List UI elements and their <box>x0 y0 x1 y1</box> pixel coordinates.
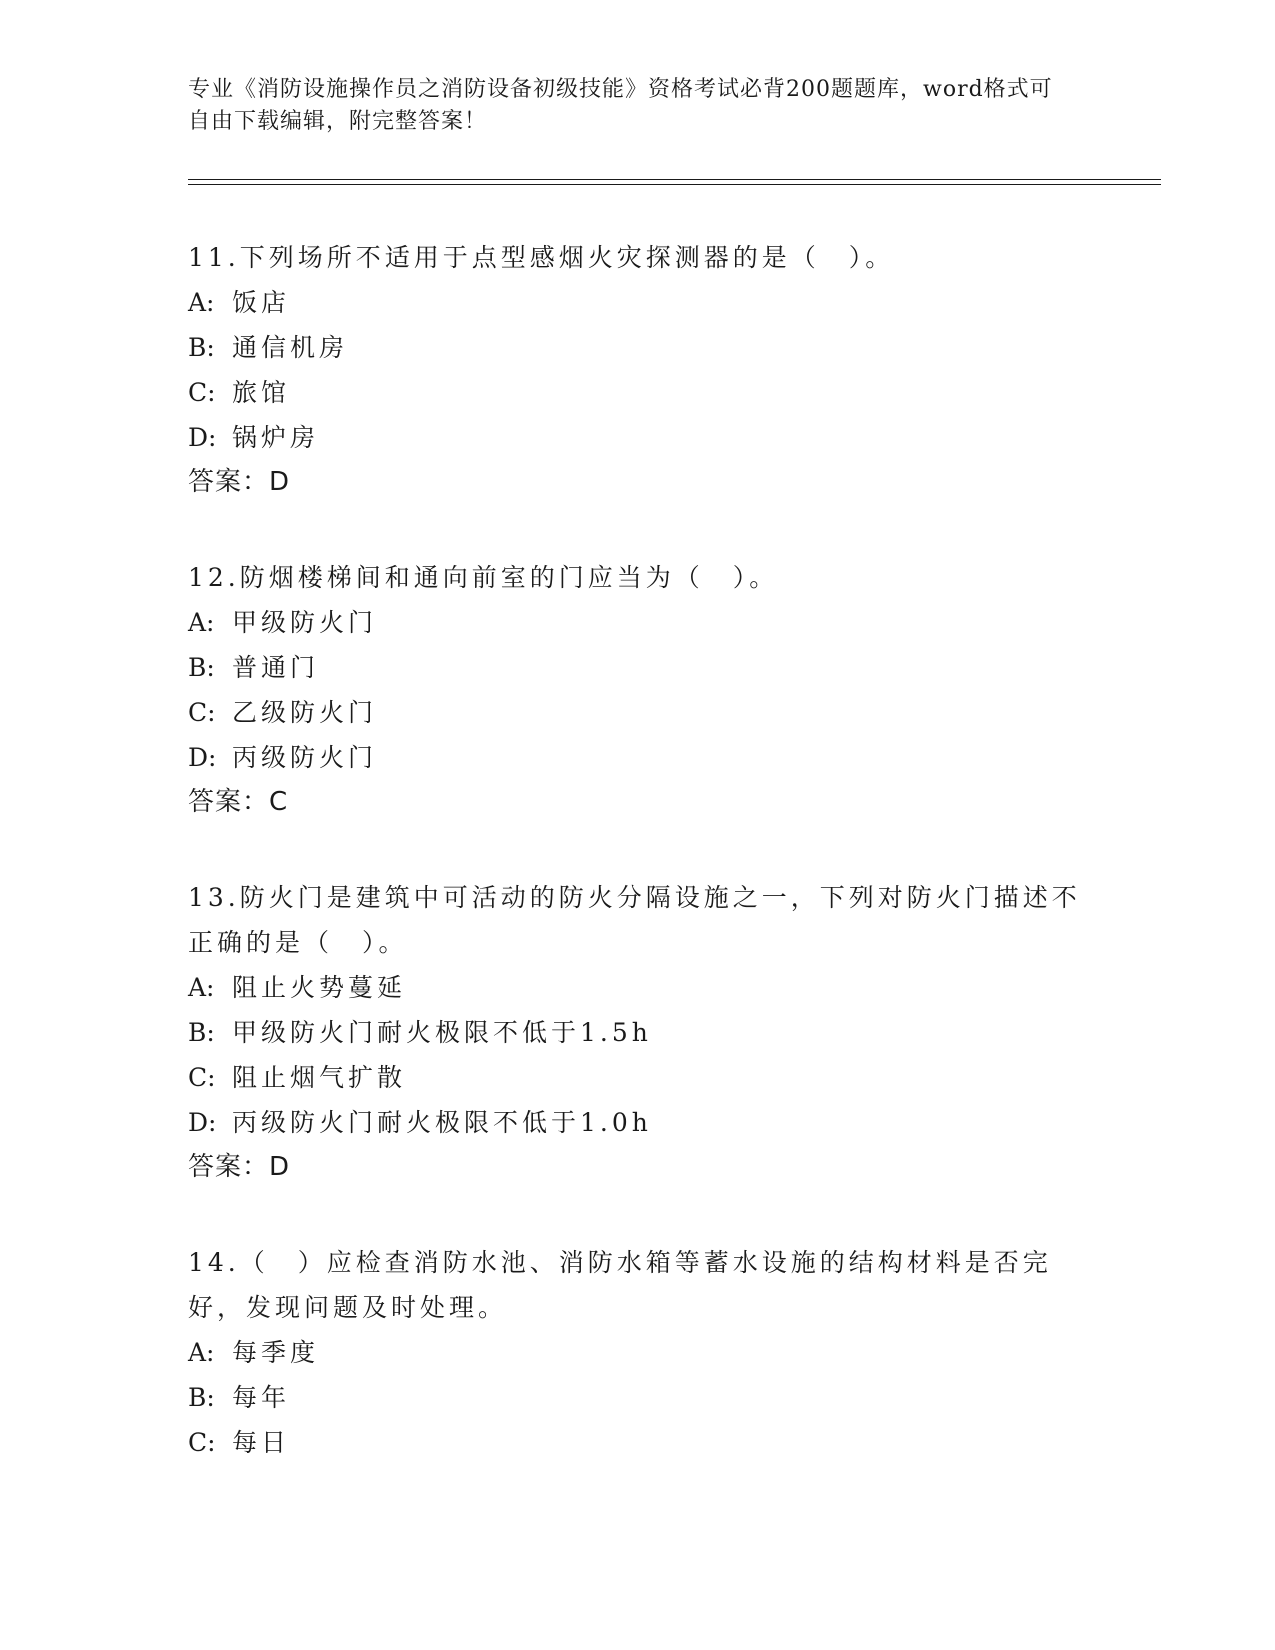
option-letter: A: <box>188 608 215 637</box>
option-text: 锅炉房 <box>232 423 320 452</box>
option-letter: C: <box>188 1063 216 1092</box>
option-c <box>188 1055 1088 1100</box>
question-13 <box>188 875 1088 1190</box>
option-d <box>188 1100 1088 1145</box>
option-text: 每日 <box>232 1428 291 1457</box>
header-divider-bottom <box>188 184 1161 185</box>
option-letter: B: <box>188 653 215 682</box>
option-letter: C: <box>188 1428 216 1457</box>
question-stem: 12.防烟楼梯间和通向前室的门应当为（ ）。 <box>188 563 779 592</box>
option-letter: B: <box>188 333 215 362</box>
header-divider-top <box>188 179 1161 180</box>
option-letter: C: <box>188 378 216 407</box>
option-c <box>188 690 1088 735</box>
answer-line: 答案：D <box>188 1152 291 1182</box>
question-stem: 13.防火门是建筑中可活动的防火分隔设施之一，下列对防火门描述不正确的是（ ）。 <box>188 883 1081 957</box>
option-c <box>188 370 1088 415</box>
question-14 <box>188 1240 1088 1465</box>
option-b <box>188 1375 1088 1420</box>
question-stem: 14.（ ）应检查消防水池、消防水箱等蓄水设施的结构材料是否完好，发现问题及时处理。 <box>188 1248 1052 1322</box>
option-a <box>188 280 1088 325</box>
option-text: 丙级防火门 <box>232 743 378 772</box>
option-letter: C: <box>188 698 216 727</box>
option-a <box>188 1330 1088 1375</box>
header-text: 专业《消防设施操作员之消防设备初级技能》资格考试必背200题题库，word格式可自由下载编辑，附完整答案！ <box>188 77 1053 134</box>
option-b <box>188 645 1088 690</box>
option-c <box>188 1420 1088 1465</box>
option-text: 甲级防火门 <box>232 608 378 637</box>
option-letter: D: <box>188 423 217 452</box>
option-b <box>188 325 1088 370</box>
option-d <box>188 735 1088 780</box>
option-text: 阻止烟气扩散 <box>232 1063 407 1092</box>
question-11 <box>188 235 1088 505</box>
option-b <box>188 1010 1088 1055</box>
option-text: 甲级防火门耐火极限不低于1.5h <box>232 1018 652 1047</box>
option-text: 每季度 <box>232 1338 320 1367</box>
question-12 <box>188 555 1088 825</box>
option-letter: B: <box>188 1018 215 1047</box>
document-header <box>188 74 1068 138</box>
option-letter: A: <box>188 288 215 317</box>
option-letter: A: <box>188 973 215 1002</box>
option-text: 丙级防火门耐火极限不低于1.0h <box>232 1108 652 1137</box>
option-letter: B: <box>188 1383 215 1412</box>
option-text: 每年 <box>232 1383 291 1412</box>
option-text: 普通门 <box>232 653 320 682</box>
option-letter: D: <box>188 743 217 772</box>
option-d <box>188 415 1088 460</box>
option-text: 旅馆 <box>232 378 291 407</box>
option-letter: A: <box>188 1338 215 1367</box>
option-text: 饭店 <box>232 288 291 317</box>
answer-line: 答案：C <box>188 787 289 817</box>
option-text: 乙级防火门 <box>232 698 378 727</box>
option-text: 通信机房 <box>232 333 349 362</box>
question-stem: 11.下列场所不适用于点型感烟火灾探测器的是（ ）。 <box>188 243 895 272</box>
option-letter: D: <box>188 1108 217 1137</box>
option-text: 阻止火势蔓延 <box>232 973 407 1002</box>
option-a <box>188 600 1088 645</box>
answer-line: 答案：D <box>188 467 291 497</box>
option-a <box>188 965 1088 1010</box>
